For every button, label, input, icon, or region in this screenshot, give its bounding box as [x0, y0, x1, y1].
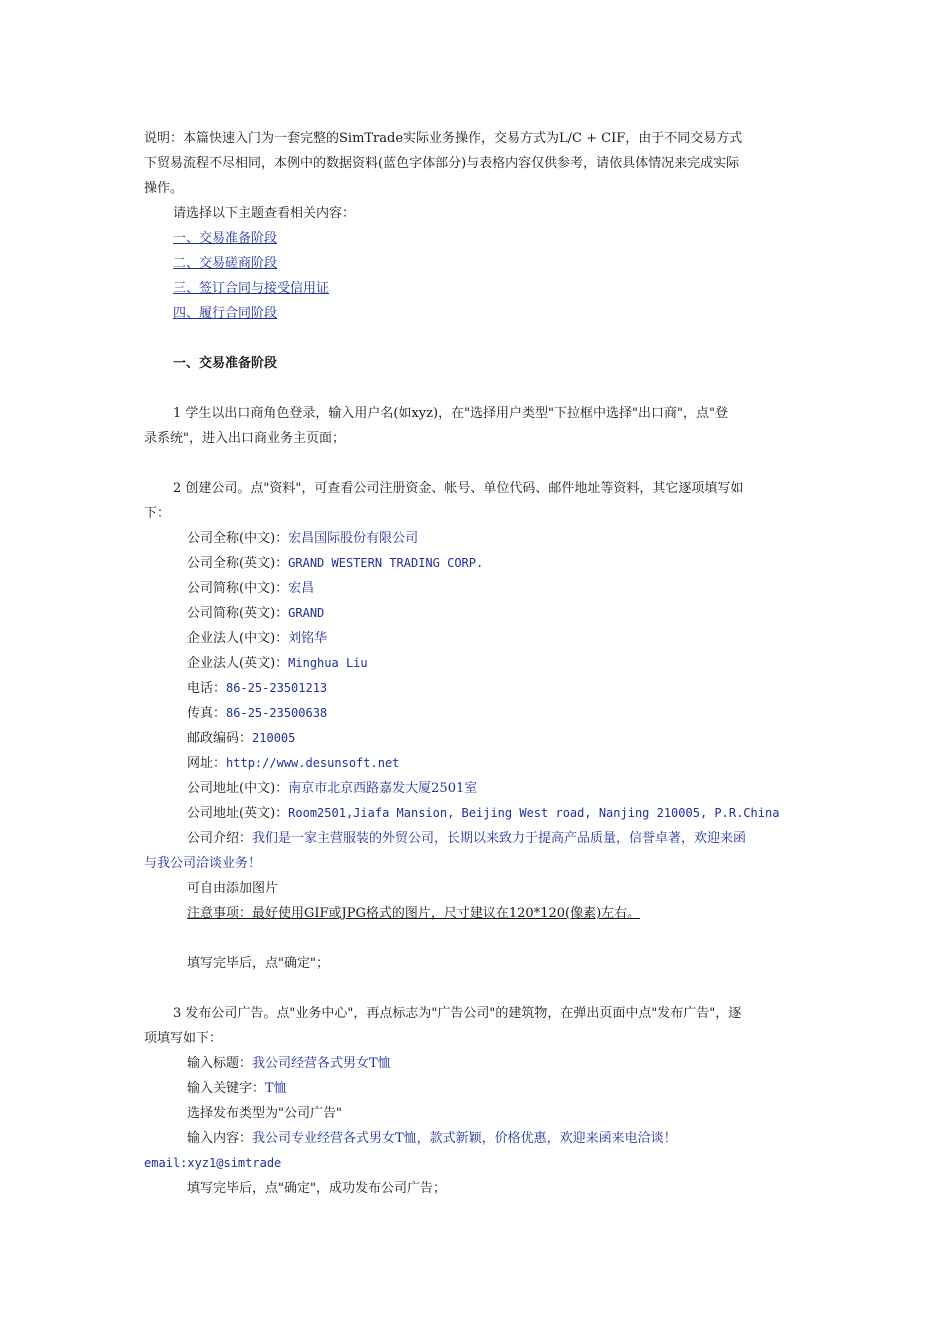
- field-row: [144, 601, 806, 626]
- field-value: GRAND: [288, 606, 325, 620]
- step1-line-2: 录系统"，进入出口商业务主页面；: [144, 431, 345, 446]
- field-value: 宏昌国际股份有限公司: [288, 531, 419, 546]
- field-value: 南京市北京西路嘉发大厦2501室: [288, 781, 478, 796]
- step3-line-1: 3 发布公司广告。点"业务中心"，再点标志为"广告公司"的建筑物，在弹出页面中点"发布广告"，逐: [173, 1006, 742, 1021]
- field-row: [144, 676, 806, 701]
- field-label: 公司地址(英文)：: [187, 806, 289, 821]
- toc-link-perform[interactable]: 四、履行合同阶段: [173, 306, 278, 321]
- toc-link-contract[interactable]: 三、签订合同与接受信用证: [173, 281, 330, 296]
- intro-line-1: 说明：本篇快速入门为一套完整的SimTrade实际业务操作，交易方式为L/C + CIF，由于不同交易方式: [144, 131, 743, 146]
- spacer: [144, 926, 806, 951]
- toc-item-1[interactable]: [144, 226, 806, 251]
- field-value: 我公司经营各式男女T恤: [252, 1056, 391, 1071]
- field-row: [144, 551, 806, 576]
- field-row: [144, 576, 806, 601]
- field-label: 公司介绍：: [187, 831, 253, 846]
- field-value: 我们是一家主营服装的外贸公司，长期以来致力于提高产品质量，信誉卓著，欢迎来函: [252, 831, 747, 846]
- company-intro-line-2: 与我公司洽谈业务！: [144, 856, 262, 871]
- field-label: 网址：: [187, 756, 227, 771]
- field-value: 86-25-23500638: [226, 706, 328, 720]
- toc-item-4[interactable]: [144, 301, 806, 326]
- step2-line-1: 2 创建公司。点"资料"，可查看公司注册资金、帐号、单位代码、邮件地址等资料，其它逐项填写如: [173, 481, 744, 496]
- company-intro-line-1: [144, 826, 806, 851]
- field-row: [144, 651, 806, 676]
- field-row: [144, 526, 806, 551]
- field-row: [144, 801, 806, 826]
- field-value: GRAND WESTERN TRADING CORP.: [288, 556, 484, 570]
- caution-note: [144, 901, 806, 926]
- field-label: 公司地址(中文)：: [187, 781, 289, 796]
- ad-confirm-note: 填写完毕后，点"确定"，成功发布公司广告；: [187, 1181, 446, 1196]
- field-label: 公司全称(英文)：: [187, 556, 289, 571]
- caution-text: 注意事项：最好使用GIF或JPG格式的图片，尺寸建议在120*120(像素)左右。: [187, 906, 641, 921]
- ad-keyword-row: [144, 1076, 806, 1101]
- field-label: 输入内容：: [187, 1131, 253, 1146]
- field-label: 电话：: [187, 681, 227, 696]
- spacer: [144, 326, 806, 351]
- section-heading: 一、交易准备阶段: [173, 356, 278, 371]
- company-fields: [144, 526, 806, 826]
- step1-line-1: 1 学生以出口商角色登录，输入用户名(如xyz)，在"选择用户类型"下拉框中选择"出口商"，点"登: [173, 406, 728, 421]
- field-label: 邮政编码：: [187, 731, 253, 746]
- field-value: Minghua Liu: [288, 656, 368, 670]
- intro-line-2: 下贸易流程不尽相同，本例中的数据资料(蓝色字体部分)与表格内容仅供参考，请依具体情况来完成实际: [144, 156, 740, 171]
- field-row: [144, 776, 806, 801]
- toc-link-prep[interactable]: 一、交易准备阶段: [173, 231, 278, 246]
- ad-title-row: [144, 1051, 806, 1076]
- field-label: 公司简称(中文)：: [187, 581, 289, 596]
- field-label: 公司简称(英文)：: [187, 606, 289, 621]
- field-row: [144, 701, 806, 726]
- field-label: 输入标题：: [187, 1056, 253, 1071]
- field-value: 我公司专业经营各式男女T恤，款式新颖，价格优惠，欢迎来函来电洽谈！: [252, 1131, 677, 1146]
- spacer: [144, 451, 806, 476]
- field-label: 输入关键字：: [187, 1081, 266, 1096]
- field-value: T恤: [265, 1081, 287, 1096]
- toc-link-negotiation[interactable]: 二、交易磋商阶段: [173, 256, 278, 271]
- field-value: 刘铭华: [288, 631, 328, 646]
- spacer: [144, 976, 806, 1001]
- field-label: 公司全称(中文)：: [187, 531, 289, 546]
- toc-item-2[interactable]: [144, 251, 806, 276]
- field-row: [144, 726, 806, 751]
- ad-type-note: 选择发布类型为"公司广告": [187, 1106, 342, 1121]
- field-value: 210005: [252, 731, 296, 745]
- field-label: 企业法人(中文)：: [187, 631, 289, 646]
- field-label: 传真：: [187, 706, 227, 721]
- field-value: http://www.desunsoft.net: [226, 756, 400, 770]
- field-value: Room2501,Jiafa Mansion, Beijing West road, Nanjing 210005, P.R.China: [288, 806, 780, 820]
- field-row: [144, 626, 806, 651]
- toc-item-3[interactable]: [144, 276, 806, 301]
- step3-line-2: 项填写如下：: [144, 1031, 223, 1046]
- confirm-note: 填写完毕后，点"确定"；: [187, 956, 329, 971]
- image-note: 可自由添加图片: [187, 881, 279, 896]
- select-prompt: 请选择以下主题查看相关内容：: [173, 206, 356, 221]
- field-value: 宏昌: [288, 581, 315, 596]
- field-row: [144, 751, 806, 776]
- ad-email: email:xyz1@simtrade: [144, 1156, 282, 1170]
- intro-line-3: 操作。: [144, 181, 184, 196]
- step2-line-2: 下：: [144, 506, 171, 521]
- field-value: 86-25-23501213: [226, 681, 328, 695]
- spacer: [144, 376, 806, 401]
- field-label: 企业法人(英文)：: [187, 656, 289, 671]
- ad-content-row: [144, 1126, 806, 1151]
